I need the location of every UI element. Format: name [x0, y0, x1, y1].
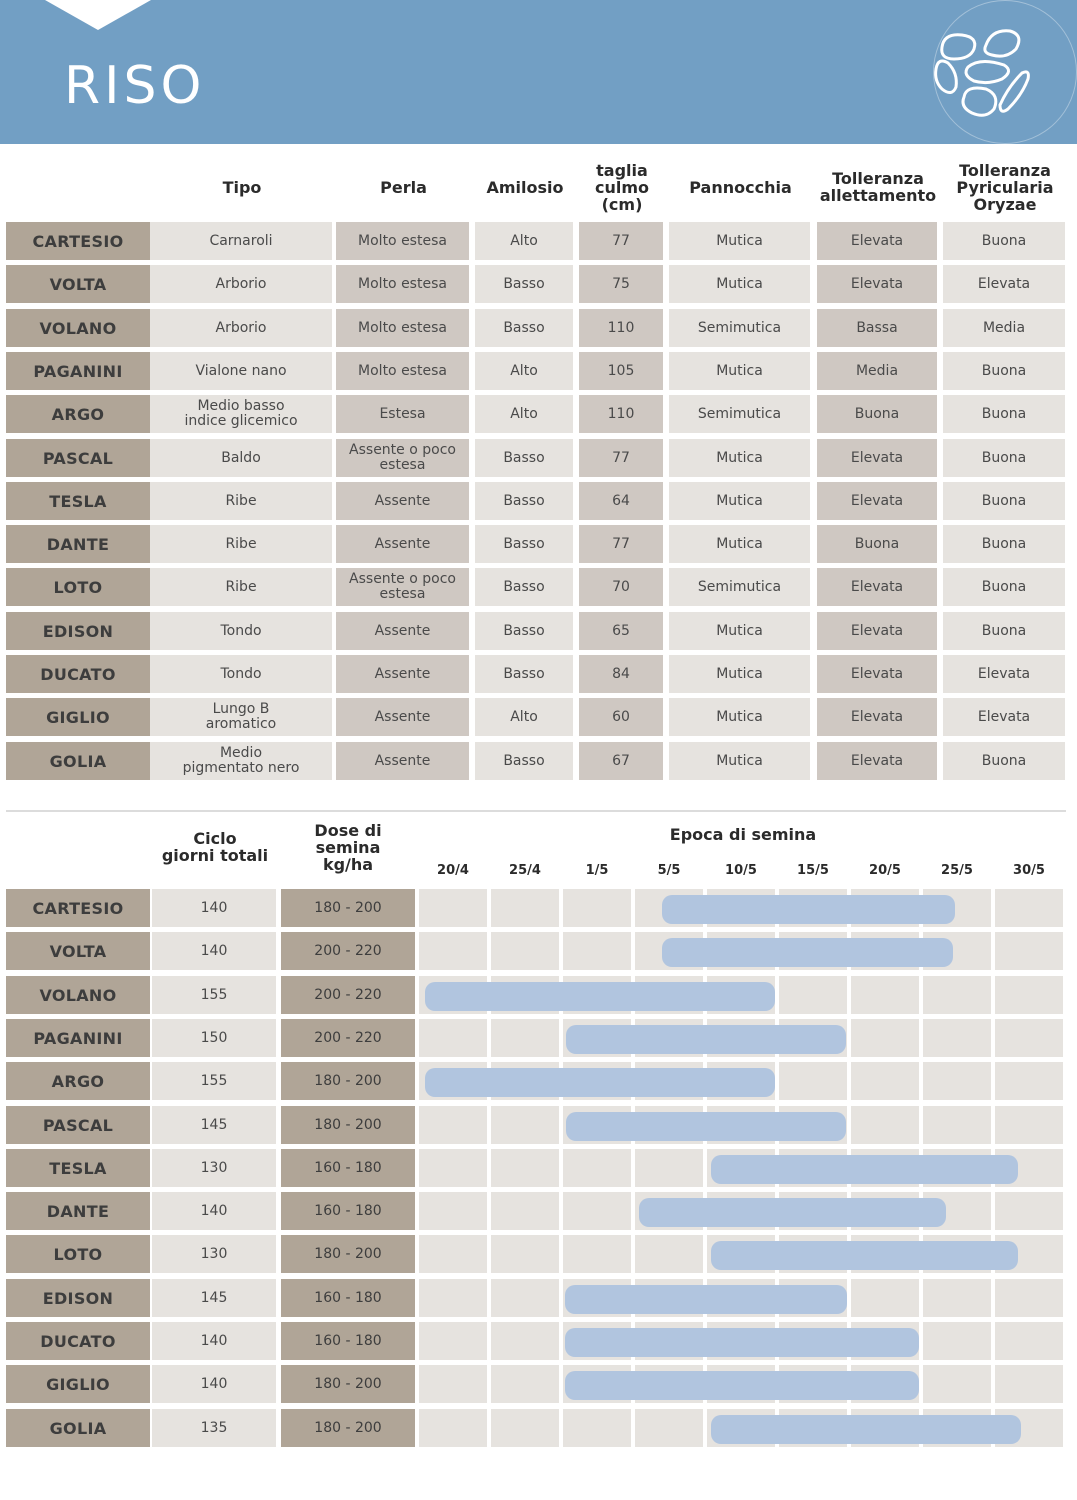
variety-name: VOLANO — [6, 976, 150, 1014]
gantt-grid-cell — [491, 1322, 559, 1360]
gantt-grid-cell — [563, 932, 631, 970]
cell-perla: Assente — [336, 525, 469, 563]
cell-tipo: Medio pigmentato nero — [150, 742, 332, 780]
gantt-grid-cell — [419, 932, 487, 970]
cell-ciclo: 130 — [152, 1235, 276, 1273]
cell-dose: 160 - 180 — [281, 1149, 415, 1187]
sowing-period-bar — [662, 895, 954, 924]
sowing-period-bar — [565, 1285, 847, 1314]
gantt-grid-cell — [995, 1062, 1063, 1100]
cell-allettamento: Elevata — [817, 439, 937, 477]
cell-dose: 180 - 200 — [281, 1409, 415, 1447]
cell-ciclo: 140 — [152, 1365, 276, 1403]
gantt-grid-cell — [851, 1106, 919, 1144]
cell-pannocchia: Semimutica — [669, 309, 810, 347]
cell-ciclo: 145 — [152, 1106, 276, 1144]
cell-amilosio: Basso — [475, 742, 573, 780]
sowing-period-bar — [711, 1155, 1018, 1184]
gantt-grid-cell — [563, 1409, 631, 1447]
cell-pannocchia: Mutica — [669, 742, 810, 780]
variety-name: CARTESIO — [6, 889, 150, 927]
sowing-period-bar — [662, 938, 953, 967]
cell-taglia: 84 — [579, 655, 663, 693]
date-label: 30/5 — [1013, 863, 1045, 878]
gantt-grid-cell — [635, 1409, 703, 1447]
cell-amilosio: Alto — [475, 222, 573, 260]
cell-pannocchia: Mutica — [669, 655, 810, 693]
cell-ciclo: 155 — [152, 1062, 276, 1100]
cell-tipo: Ribe — [150, 568, 332, 606]
cell-pyricularia: Elevata — [943, 655, 1065, 693]
cell-allettamento: Elevata — [817, 698, 937, 736]
rice-grains-icon — [930, 25, 1030, 120]
cell-allettamento: Elevata — [817, 612, 937, 650]
cell-amilosio: Alto — [475, 698, 573, 736]
section-divider — [6, 810, 1066, 812]
cell-perla: Assente — [336, 698, 469, 736]
gantt-grid-cell — [491, 1365, 559, 1403]
cell-taglia: 67 — [579, 742, 663, 780]
cell-pannocchia: Semimutica — [669, 395, 810, 433]
gantt-grid-cell — [491, 1279, 559, 1317]
cell-perla: Assente o poco estesa — [336, 568, 469, 606]
variety-name: TESLA — [6, 482, 150, 520]
gantt-grid-cell — [995, 1322, 1063, 1360]
cell-pyricularia: Elevata — [943, 698, 1065, 736]
variety-name: EDISON — [6, 612, 150, 650]
date-label: 15/5 — [797, 863, 829, 878]
gantt-grid-cell — [419, 1019, 487, 1057]
variety-name: VOLANO — [6, 309, 150, 347]
cell-ciclo: 130 — [152, 1149, 276, 1187]
hdr-epoca-semina: Epoca di semina — [669, 824, 817, 844]
cell-perla: Assente o poco estesa — [336, 439, 469, 477]
cell-perla: Molto estesa — [336, 309, 469, 347]
gantt-grid-cell — [491, 1192, 559, 1230]
cell-amilosio: Basso — [475, 525, 573, 563]
variety-name: EDISON — [6, 1279, 150, 1317]
cell-tipo: Medio basso indice glicemico — [150, 395, 332, 433]
cell-dose: 160 - 180 — [281, 1192, 415, 1230]
gantt-grid-cell — [419, 1192, 487, 1230]
date-label: 1/5 — [585, 863, 609, 878]
sowing-period-bar — [565, 1371, 919, 1400]
cell-taglia: 105 — [579, 352, 663, 390]
cell-taglia: 110 — [579, 309, 663, 347]
gantt-grid-cell — [419, 889, 487, 927]
cell-ciclo: 140 — [152, 889, 276, 927]
sowing-period-bar — [711, 1415, 1021, 1444]
cell-tipo: Arborio — [150, 265, 332, 303]
cell-amilosio: Basso — [475, 568, 573, 606]
hdr-tipo: Tipo — [222, 177, 262, 197]
cell-tipo: Ribe — [150, 482, 332, 520]
gantt-grid-cell — [923, 1365, 991, 1403]
cell-taglia: 77 — [579, 439, 663, 477]
cell-ciclo: 140 — [152, 932, 276, 970]
gantt-grid-cell — [563, 889, 631, 927]
variety-name: GOLIA — [6, 742, 150, 780]
cell-perla: Molto estesa — [336, 222, 469, 260]
cell-ciclo: 150 — [152, 1019, 276, 1057]
cell-taglia: 64 — [579, 482, 663, 520]
cell-allettamento: Elevata — [817, 265, 937, 303]
gantt-grid-cell — [563, 1149, 631, 1187]
cell-taglia: 77 — [579, 525, 663, 563]
variety-name: TESLA — [6, 1149, 150, 1187]
cell-pannocchia: Mutica — [669, 525, 810, 563]
cell-amilosio: Alto — [475, 395, 573, 433]
cell-pannocchia: Mutica — [669, 222, 810, 260]
gantt-grid-cell — [995, 1019, 1063, 1057]
variety-name: DANTE — [6, 525, 150, 563]
cell-tipo: Carnaroli — [150, 222, 332, 260]
gantt-grid-cell — [995, 1192, 1063, 1230]
variety-name: ARGO — [6, 1062, 150, 1100]
cell-pyricularia: Buona — [943, 222, 1065, 260]
hdr-pyricularia: Tolleranza Pyricularia Oryzae — [956, 160, 1054, 214]
sowing-period-bar — [566, 1025, 846, 1054]
cell-amilosio: Basso — [475, 655, 573, 693]
variety-name: PAGANINI — [6, 352, 150, 390]
cell-amilosio: Basso — [475, 265, 573, 303]
cell-pyricularia: Buona — [943, 482, 1065, 520]
cell-tipo: Tondo — [150, 612, 332, 650]
date-label: 25/5 — [941, 863, 973, 878]
gantt-grid-cell — [491, 932, 559, 970]
cell-pyricularia: Media — [943, 309, 1065, 347]
gantt-grid-cell — [995, 889, 1063, 927]
cell-tipo: Arborio — [150, 309, 332, 347]
cell-pannocchia: Mutica — [669, 698, 810, 736]
cell-ciclo: 140 — [152, 1322, 276, 1360]
gantt-grid-cell — [995, 1279, 1063, 1317]
gantt-grid-cell — [923, 1322, 991, 1360]
cell-dose: 160 - 180 — [281, 1322, 415, 1360]
variety-name: GIGLIO — [6, 1365, 150, 1403]
hdr-perla: Perla — [380, 177, 427, 197]
cell-taglia: 70 — [579, 568, 663, 606]
gantt-grid-cell — [563, 1235, 631, 1273]
gantt-grid-cell — [923, 1062, 991, 1100]
cell-pannocchia: Mutica — [669, 439, 810, 477]
variety-name: PASCAL — [6, 1106, 150, 1144]
sowing-period-bar — [566, 1112, 846, 1141]
cell-tipo: Vialone nano — [150, 352, 332, 390]
gantt-grid-cell — [995, 1365, 1063, 1403]
cell-tipo: Tondo — [150, 655, 332, 693]
cell-amilosio: Alto — [475, 352, 573, 390]
variety-name: PASCAL — [6, 439, 150, 477]
cell-pyricularia: Buona — [943, 525, 1065, 563]
cell-dose: 200 - 220 — [281, 976, 415, 1014]
cell-allettamento: Elevata — [817, 568, 937, 606]
cell-pyricularia: Buona — [943, 612, 1065, 650]
variety-name: GIGLIO — [6, 698, 150, 736]
gantt-grid-cell — [491, 1106, 559, 1144]
cell-allettamento: Elevata — [817, 655, 937, 693]
gantt-grid-cell — [779, 976, 847, 1014]
hdr-dose: Dose di semina kg/ha — [314, 820, 382, 874]
cell-amilosio: Basso — [475, 309, 573, 347]
sowing-period-bar — [425, 1068, 776, 1097]
gantt-grid-cell — [995, 976, 1063, 1014]
variety-name: PAGANINI — [6, 1019, 150, 1057]
variety-name: LOTO — [6, 568, 150, 606]
cell-dose: 160 - 180 — [281, 1279, 415, 1317]
gantt-grid-cell — [419, 1149, 487, 1187]
cell-amilosio: Basso — [475, 612, 573, 650]
gantt-grid-cell — [491, 1149, 559, 1187]
hdr-taglia: taglia culmo (cm) — [594, 160, 650, 214]
cell-ciclo: 145 — [152, 1279, 276, 1317]
gantt-grid-cell — [851, 1019, 919, 1057]
cell-perla: Molto estesa — [336, 352, 469, 390]
cell-allettamento: Elevata — [817, 222, 937, 260]
variety-name: ARGO — [6, 395, 150, 433]
sowing-period-bar — [565, 1328, 919, 1357]
gantt-grid-cell — [491, 1235, 559, 1273]
variety-name: LOTO — [6, 1235, 150, 1273]
cell-tipo: Ribe — [150, 525, 332, 563]
page-title: RISO — [64, 56, 206, 116]
cell-pyricularia: Buona — [943, 439, 1065, 477]
cell-allettamento: Elevata — [817, 742, 937, 780]
cell-pyricularia: Elevata — [943, 265, 1065, 303]
variety-name: DANTE — [6, 1192, 150, 1230]
variety-name: VOLTA — [6, 932, 150, 970]
cell-perla: Molto estesa — [336, 265, 469, 303]
gantt-grid-cell — [563, 1192, 631, 1230]
gantt-grid-cell — [851, 1279, 919, 1317]
gantt-grid-cell — [635, 1235, 703, 1273]
cell-perla: Assente — [336, 612, 469, 650]
date-label: 10/5 — [725, 863, 757, 878]
cell-ciclo: 135 — [152, 1409, 276, 1447]
cell-perla: Assente — [336, 742, 469, 780]
cell-perla: Estesa — [336, 395, 469, 433]
sowing-period-bar — [425, 982, 776, 1011]
cell-taglia: 60 — [579, 698, 663, 736]
cell-amilosio: Basso — [475, 482, 573, 520]
cell-perla: Assente — [336, 482, 469, 520]
gantt-grid-cell — [923, 1279, 991, 1317]
date-label: 25/4 — [509, 863, 541, 878]
gantt-grid-cell — [419, 1409, 487, 1447]
cell-ciclo: 140 — [152, 1192, 276, 1230]
cell-tipo: Lungo B aromatico — [150, 698, 332, 736]
cell-allettamento: Buona — [817, 525, 937, 563]
cell-dose: 200 - 220 — [281, 932, 415, 970]
cell-pyricularia: Buona — [943, 352, 1065, 390]
gantt-grid-cell — [995, 932, 1063, 970]
cell-pannocchia: Mutica — [669, 265, 810, 303]
cell-taglia: 77 — [579, 222, 663, 260]
cell-perla: Assente — [336, 655, 469, 693]
gantt-grid-cell — [995, 1106, 1063, 1144]
cell-dose: 180 - 200 — [281, 1365, 415, 1403]
gantt-grid-cell — [851, 1062, 919, 1100]
gantt-grid-cell — [923, 976, 991, 1014]
cell-amilosio: Basso — [475, 439, 573, 477]
cell-pyricularia: Buona — [943, 742, 1065, 780]
cell-allettamento: Elevata — [817, 482, 937, 520]
gantt-grid-cell — [923, 1019, 991, 1057]
gantt-grid-cell — [419, 1365, 487, 1403]
variety-name: DUCATO — [6, 1322, 150, 1360]
date-label: 20/4 — [437, 863, 469, 878]
gantt-grid-cell — [491, 1409, 559, 1447]
gantt-grid-cell — [419, 1235, 487, 1273]
gantt-grid-cell — [419, 1322, 487, 1360]
gantt-grid-cell — [923, 1106, 991, 1144]
cell-pannocchia: Semimutica — [669, 568, 810, 606]
cell-dose: 180 - 200 — [281, 1235, 415, 1273]
gantt-grid-cell — [419, 1106, 487, 1144]
cell-dose: 180 - 200 — [281, 1106, 415, 1144]
variety-name: CARTESIO — [6, 222, 150, 260]
cell-pannocchia: Mutica — [669, 352, 810, 390]
hdr-allettamento: Tolleranza allettamento — [819, 169, 937, 205]
date-label: 5/5 — [657, 863, 681, 878]
cell-ciclo: 155 — [152, 976, 276, 1014]
cell-tipo: Baldo — [150, 439, 332, 477]
gantt-grid-cell — [779, 1062, 847, 1100]
gantt-grid-cell — [851, 976, 919, 1014]
gantt-grid-cell — [635, 1149, 703, 1187]
date-label: 20/5 — [869, 863, 901, 878]
variety-name: VOLTA — [6, 265, 150, 303]
cell-pannocchia: Mutica — [669, 612, 810, 650]
cell-allettamento: Media — [817, 352, 937, 390]
cell-allettamento: Bassa — [817, 309, 937, 347]
cell-pannocchia: Mutica — [669, 482, 810, 520]
cell-pyricularia: Buona — [943, 395, 1065, 433]
variety-name: GOLIA — [6, 1409, 150, 1447]
cell-dose: 180 - 200 — [281, 889, 415, 927]
variety-name: DUCATO — [6, 655, 150, 693]
hdr-amilosio: Amilosio — [486, 177, 564, 197]
cell-dose: 180 - 200 — [281, 1062, 415, 1100]
cell-taglia: 75 — [579, 265, 663, 303]
gantt-grid-cell — [491, 1019, 559, 1057]
cell-pyricularia: Buona — [943, 568, 1065, 606]
cell-taglia: 65 — [579, 612, 663, 650]
cell-taglia: 110 — [579, 395, 663, 433]
hdr-ciclo: Ciclo giorni totali — [161, 829, 269, 865]
cell-allettamento: Buona — [817, 395, 937, 433]
cell-dose: 200 - 220 — [281, 1019, 415, 1057]
gantt-grid-cell — [491, 889, 559, 927]
sowing-period-bar — [639, 1198, 946, 1227]
gantt-grid-cell — [419, 1279, 487, 1317]
sowing-period-bar — [711, 1241, 1018, 1270]
header-notch — [45, 0, 151, 30]
hdr-pannocchia: Pannocchia — [689, 177, 792, 197]
